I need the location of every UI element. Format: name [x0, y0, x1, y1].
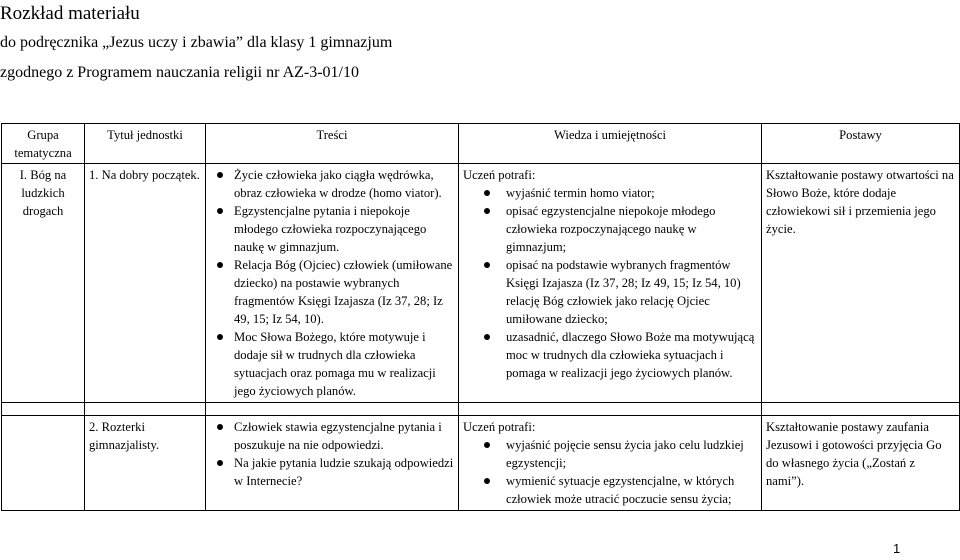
table-row	[2, 416, 960, 511]
content-item: Człowiek stawia egzystencjalne pytania i poszukuje na nie odpowiedzi.	[210, 418, 454, 454]
attitudes-cell: Kształtowanie postawy zaufania Jezusowi i gotowości przyjęcia Go do własnego życia („Zostań z nami”).	[762, 416, 960, 511]
content-item: Moc Słowa Bożego, które motywuje i dodaje sił w trudnych dla człowieka sytuacjach oraz pomaga mu w realizacji jego życiowych planów.	[210, 328, 454, 400]
program-line: zgodnego z Programem nauczania religii nr AZ-3-01/10	[0, 64, 359, 81]
page-number: 1	[893, 541, 901, 556]
skill-item: wymienić sytuacje egzystencjalne, w których człowiek może utracić poczucie sensu życia;	[463, 472, 757, 508]
attitudes-cell: Kształtowanie postawy otwartości na Słowo Boże, które dodaje człowiekowi sił i przemienia jego życie.	[762, 164, 960, 403]
content-cell	[206, 416, 459, 511]
table-row-spacer	[2, 403, 960, 416]
column-header-content: Treści	[206, 124, 459, 164]
unit-title-cell: 1. Na dobry początek.	[85, 164, 206, 403]
document-title: Rozkład materiału	[0, 3, 140, 24]
column-header-group: Grupa tematyczna	[2, 124, 85, 164]
skills-intro: Uczeń potrafi:	[463, 420, 536, 434]
skill-item: wyjaśnić pojęcie sensu życia jako celu ludzkiej egzystencji;	[463, 436, 757, 472]
document-subtitle: do podręcznika „Jezus uczy i zbawia” dla klasy 1 gimnazjum	[0, 34, 393, 51]
content-item: Relacja Bóg (Ojciec) człowiek (umiłowane dziecko) na postawie wybranych fragmentów Księgi Izajasza (Iz 37, 28; Iz 49, 15; Iz 54, 10).	[210, 256, 454, 328]
skills-cell	[459, 416, 762, 511]
material-plan-table	[1, 123, 960, 511]
skills-intro: Uczeń potrafi:	[463, 168, 536, 182]
content-item: Egzystencjalne pytania i niepokoje młodego człowieka rozpoczynającego naukę w gimnazjum.	[210, 202, 454, 256]
content-item: Życie człowieka jako ciągła wędrówka, obraz człowieka w drodze (homo viator).	[210, 166, 454, 202]
content-item: Na jakie pytania ludzie szukają odpowiedzi w Internecie?	[210, 454, 454, 490]
column-header-attitudes: Postawy	[762, 124, 960, 164]
skill-item: uzasadnić, dlaczego Słowo Boże ma motywującą moc w trudnych dla człowieka sytuacjach i pomaga w realizacji jego życiowych planów.	[463, 328, 757, 382]
skill-item: opisać na podstawie wybranych fragmentów Księgi Izajasza (Iz 37, 28; Iz 49, 15; Iz 54, 10) relację Bóg człowiek jako relację Ojciec umiłowane dziecko;	[463, 256, 757, 328]
skills-cell	[459, 164, 762, 403]
content-cell	[206, 164, 459, 403]
skill-item: opisać egzystencjalne niepokoje młodego człowieka rozpoczynającego naukę w gimnazjum;	[463, 202, 757, 256]
group-cell: I. Bóg na ludzkich drogach	[2, 164, 85, 403]
column-header-unit: Tytuł jednostki	[85, 124, 206, 164]
column-header-skills: Wiedza i umiejętności	[459, 124, 762, 164]
table-row	[2, 164, 960, 403]
skill-item: wyjaśnić termin homo viator;	[463, 184, 757, 202]
unit-title-cell: 2. Rozterki gimnazjalisty.	[85, 416, 206, 511]
group-cell	[2, 416, 85, 511]
table-header-row	[2, 124, 960, 164]
